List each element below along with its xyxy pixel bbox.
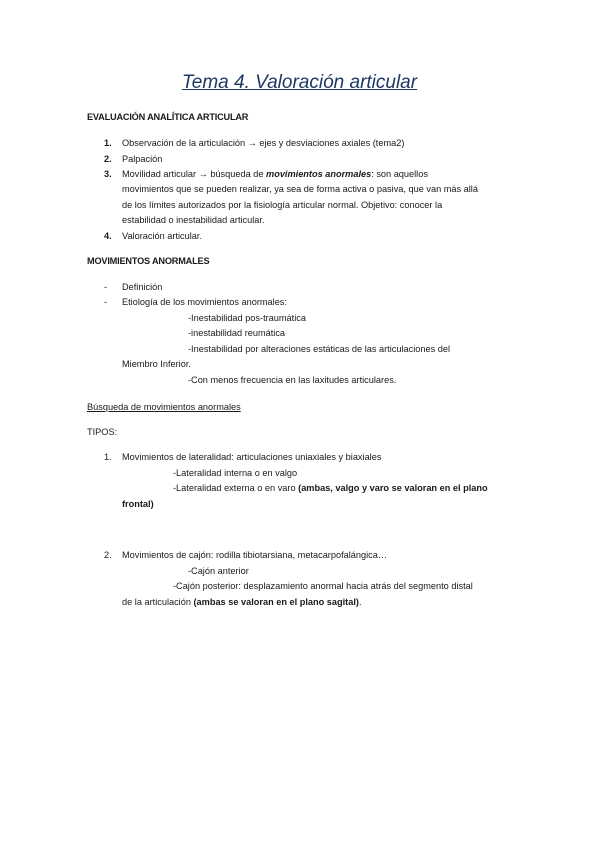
- list-item: Palpación: [122, 154, 163, 164]
- sub-item: -Con menos frecuencia en las laxitudes articulares.: [188, 375, 397, 385]
- list-number: 1.: [104, 138, 112, 148]
- bullet-item: Etiología de los movimientos anormales:: [122, 297, 287, 307]
- tipo-subitem: [173, 482, 488, 494]
- list-item-text: Movilidad articular → búsqueda de: [122, 169, 267, 179]
- bullet-dash: -: [104, 282, 108, 292]
- tipo-subitem: -Cajón anterior: [188, 566, 249, 576]
- list-number: 1.: [104, 452, 112, 462]
- bullet-dash: -: [104, 297, 108, 307]
- list-item: Valoración articular.: [122, 231, 203, 241]
- tipo-subitem-continuation: [122, 596, 362, 608]
- bold-note: (ambas, valgo y varo se valoran en el plano: [298, 483, 488, 493]
- section-heading-movimientos: MOVIMIENTOS ANORMALES: [87, 256, 210, 266]
- sub-item: -Inestabilidad por alteraciones estáticas de las articulaciones del: [188, 344, 450, 354]
- document-title: Tema 4. Valoración articular: [181, 72, 418, 93]
- tipo-subitem-text: -Lateralidad externa o en varo: [173, 483, 299, 493]
- list-item-text: : son aquellos: [371, 169, 428, 179]
- subsection-heading-busqueda: Búsqueda de movimientos anormales: [87, 402, 241, 412]
- sub-item-continuation: Miembro Inferior.: [122, 359, 191, 369]
- tipo-subitem-continuation: [122, 498, 154, 510]
- emphasis-text: movimientos anormales: [266, 169, 372, 179]
- list-number: 2.: [104, 154, 112, 164]
- tipo-subitem: -Lateralidad interna o en valgo: [173, 468, 298, 478]
- bold-note: (ambas se valoran en el plano sagital): [193, 597, 359, 607]
- sub-item: -Inestabilidad pos-traumática: [188, 313, 306, 323]
- list-number: 2.: [104, 550, 112, 560]
- list-item-continuation: de los límites autorizados por la fisiología articular normal. Objetivo: conocer la: [122, 200, 443, 210]
- list-item-continuation: movimientos que se pueden realizar, ya sea de forma activa o pasiva, que van más allá: [122, 184, 478, 194]
- list-number: 4.: [104, 231, 112, 241]
- list-item-continuation: estabilidad o inestabilidad articular.: [122, 215, 265, 225]
- tipo-item: Movimientos de cajón: rodilla tibiotarsiana, metacarpofalángica…: [122, 550, 388, 560]
- list-number: 3.: [104, 169, 112, 179]
- bold-note: frontal): [122, 499, 154, 509]
- tipos-label: TIPOS:: [87, 427, 118, 437]
- bullet-item: Definición: [122, 282, 163, 292]
- sub-item: -inestabilidad reumática: [188, 328, 286, 338]
- tipo-subitem: -Cajón posterior: desplazamiento anormal hacia atrás del segmento distal: [173, 581, 473, 591]
- list-item: [122, 168, 428, 180]
- tipo-subitem-text: de la articulación: [122, 597, 194, 607]
- list-item: Observación de la articulación → ejes y desviaciones axiales (tema2): [122, 138, 405, 148]
- tipo-subitem-text: .: [358, 597, 362, 607]
- tipo-item: Movimientos de lateralidad: articulaciones uniaxiales y biaxiales: [122, 452, 382, 462]
- section-heading-evaluacion: EVALUACIÓN ANALÍTICA ARTICULAR: [87, 112, 249, 122]
